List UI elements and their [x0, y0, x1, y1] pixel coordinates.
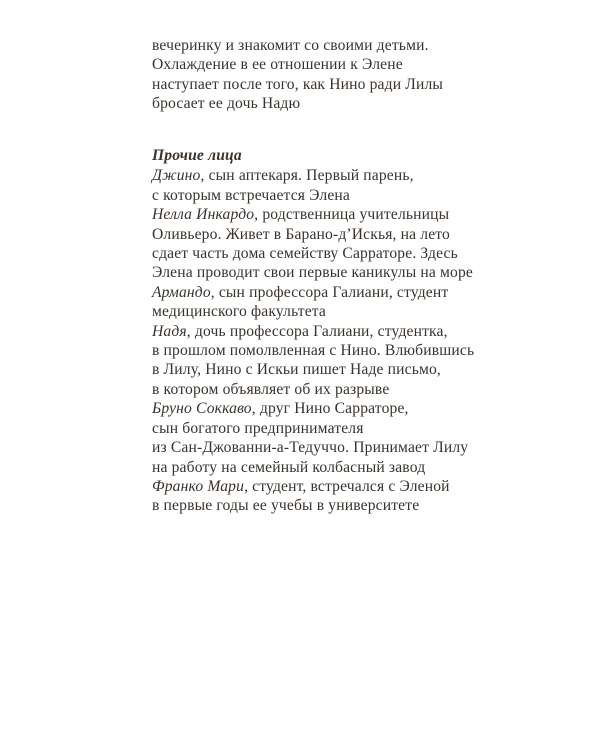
character-name: Надя — [152, 322, 187, 340]
intro-paragraph — [152, 36, 592, 114]
character-description: , сын аптекаря. Первый парень, — [200, 167, 414, 185]
character-entry-line — [152, 477, 592, 496]
intro-line: бросает ее дочь Надю — [152, 95, 301, 113]
character-entry-line: в Лилу, Нино с Искьи пишет Наде письмо, — [152, 361, 441, 379]
character-name: Джино — [152, 167, 201, 185]
character-entry-line: Оливьеро. Живет в Барано-д’Искья, на лето — [152, 225, 450, 243]
intro-line: наступает после того, как Нино ради Лилы — [152, 75, 444, 93]
character-entry-line: Элена проводит свои первые каникулы на море — [152, 264, 474, 282]
character-entry-line: в прошлом помолвленная с Нино. Влюбившись — [152, 342, 475, 360]
character-entry-line — [152, 283, 592, 302]
character-entry-line: с которым встречается Элена — [152, 186, 350, 204]
intro-line: Охлаждение в ее отношении к Элене — [152, 56, 403, 74]
character-entry-line: в первые годы ее учебы в университете — [152, 497, 420, 515]
character-description: , родственница учительницы — [254, 206, 450, 224]
character-entry-line: на работу на семейный колбасный завод — [152, 458, 426, 476]
character-description: , сын профессора Галиани, студент — [210, 283, 449, 301]
character-entry-line: медицинского факультета — [152, 303, 327, 321]
character-description: , друг Нино Сарраторе, — [251, 400, 409, 418]
section-heading: Прочие лица — [152, 147, 242, 164]
character-name: Бруно Соккаво — [152, 400, 252, 418]
intro-line: вечеринку и знакомит со своими детьми. — [152, 37, 429, 54]
character-entry-line — [152, 166, 592, 185]
other-characters-section — [152, 146, 592, 516]
character-name: Франко Мари — [152, 477, 245, 495]
character-entry-line: в котором объявляет об их разрыве — [152, 380, 390, 398]
character-name: Нелла Инкардо — [152, 206, 255, 224]
character-entry-line — [152, 399, 592, 418]
character-entry-line: сын богатого предпринимателя — [152, 419, 364, 437]
character-entry-line — [152, 205, 592, 224]
character-description: , дочь профессора Галиани, студентка, — [186, 322, 448, 340]
character-entry-line: из Сан-Джованни-а-Тедуччо. Принимает Лилу — [152, 439, 469, 457]
character-entry-line — [152, 322, 592, 341]
character-entry-line: сдает часть дома семейству Сарраторе. Здесь — [152, 245, 458, 263]
character-description: , студент, встречался с Эленой — [244, 477, 450, 495]
character-name: Армандо — [152, 283, 211, 301]
